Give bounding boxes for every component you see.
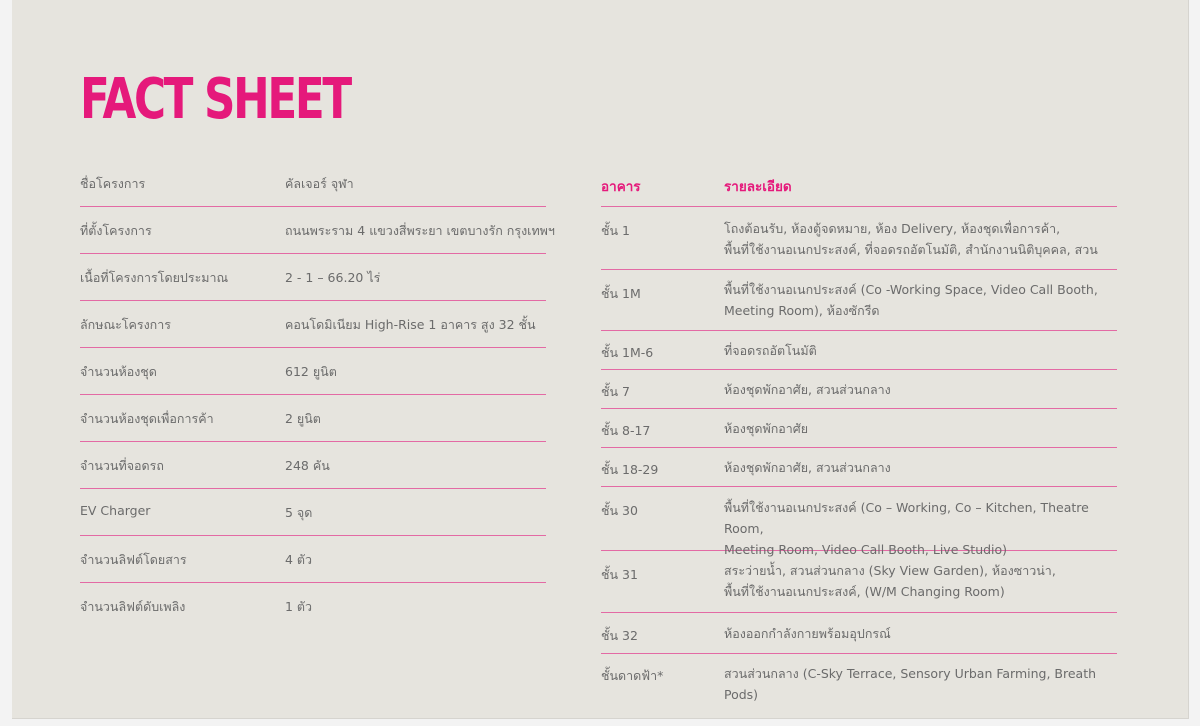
floor-detail-line: โถงต้อนรับ, ห้องตู้จดหมาย, ห้อง Delivery, ห้องชุดเพื่อการค้า, xyxy=(724,221,1061,236)
building-floors-table xyxy=(601,160,1117,702)
floor-detail-line: Meeting Room), ห้องซักรีด xyxy=(724,303,880,318)
floor-label: ชั้นดาดฟ้า* xyxy=(601,668,664,683)
floor-detail-line: พื้นที่ใช้งานอเนกประสงค์ (Co -Working Space, Video Call Booth, xyxy=(724,282,1098,297)
fact-value: 1 ตัว xyxy=(285,599,313,614)
floor-detail-line: ห้องชุดพักอาศัย, สวนส่วนกลาง xyxy=(724,382,891,397)
fact-value: คอนโดมิเนียม High-Rise 1 อาคาร สูง 32 ชั้น xyxy=(285,317,536,332)
floor-row xyxy=(601,654,1117,702)
fact-label: เนื้อที่โครงการโดยประมาณ xyxy=(80,270,229,285)
floor-detail-line: พื้นที่ใช้งานอเนกประสงค์, (W/M Changing Room) xyxy=(724,584,1005,599)
floor-detail xyxy=(724,560,1119,602)
floor-row xyxy=(601,370,1117,409)
fact-value: 2 - 1 – 66.20 ไร่ xyxy=(285,270,381,285)
fact-label: จำนวนห้องชุดเพื่อการค้า xyxy=(80,411,214,426)
floor-row xyxy=(601,551,1117,613)
floor-label: ชั้น 18-29 xyxy=(601,462,659,477)
project-facts-table xyxy=(80,160,555,629)
fact-label: EV Charger xyxy=(80,503,151,518)
fact-value: 612 ยูนิต xyxy=(285,364,337,379)
fact-row xyxy=(80,489,546,536)
page-title: FACT SHEET xyxy=(80,67,350,132)
header-detail: รายละเอียด xyxy=(724,179,792,195)
floor-detail-line: พื้นที่ใช้งานอเนกประสงค์ (Co – Working, Co – Kitchen, Theatre Room, xyxy=(724,500,1089,536)
floor-detail xyxy=(724,379,1119,400)
floor-detail xyxy=(724,663,1119,705)
floor-detail xyxy=(724,218,1119,260)
fact-label: จำนวนที่จอดรถ xyxy=(80,458,164,473)
floor-detail xyxy=(724,340,1119,361)
fact-row xyxy=(80,536,546,583)
fact-value: 2 ยูนิต xyxy=(285,411,321,426)
header-floor: อาคาร xyxy=(601,179,641,195)
fact-row xyxy=(80,254,546,301)
floor-label: ชั้น 1M-6 xyxy=(601,345,654,360)
fact-row xyxy=(80,207,555,254)
fact-label: ที่ตั้งโครงการ xyxy=(80,223,152,238)
floor-row xyxy=(601,331,1117,370)
floor-detail xyxy=(724,279,1119,321)
floor-detail-line: สระว่ายน้ำ, สวนส่วนกลาง (Sky View Garden), ห้องซาวน่า, xyxy=(724,563,1056,578)
fact-value: คัลเจอร์ จุฬา xyxy=(285,176,354,191)
fact-sheet-page xyxy=(12,0,1189,719)
floor-detail-line: สวนส่วนกลาง (C-Sky Terrace, Sensory Urban Farming, Breath Pods) xyxy=(724,666,1097,702)
fact-row xyxy=(80,395,546,442)
floor-label: ชั้น 8-17 xyxy=(601,423,651,438)
floor-detail xyxy=(724,418,1119,439)
fact-label: จำนวนลิฟต์ดับเพลิง xyxy=(80,599,186,614)
fact-row xyxy=(80,442,546,489)
floor-detail-line: พื้นที่ใช้งานอเนกประสงค์, ที่จอดรถอัตโนมัติ, สำนักงานนิติบุคคล, สวน xyxy=(724,242,1098,257)
fact-label: จำนวนห้องชุด xyxy=(80,364,157,379)
floor-label: ชั้น 7 xyxy=(601,384,630,399)
floor-row xyxy=(601,448,1117,487)
floor-detail-line: ที่จอดรถอัตโนมัติ xyxy=(724,343,817,358)
floor-row xyxy=(601,207,1117,270)
floor-row xyxy=(601,487,1117,557)
fact-label: จำนวนลิฟต์โดยสาร xyxy=(80,552,187,567)
fact-label: ชื่อโครงการ xyxy=(80,176,146,191)
floor-detail xyxy=(724,623,1119,644)
fact-value: 4 ตัว xyxy=(285,552,313,567)
fact-row xyxy=(80,583,546,629)
floor-detail-line: ห้องชุดพักอาศัย, สวนส่วนกลาง xyxy=(724,460,891,475)
fact-row xyxy=(80,160,546,207)
floor-row xyxy=(601,613,1117,654)
floor-label: ชั้น 31 xyxy=(601,567,638,582)
floor-row xyxy=(601,270,1117,331)
floor-detail-line: ห้องชุดพักอาศัย xyxy=(724,421,809,436)
floor-detail xyxy=(724,457,1119,478)
floor-row xyxy=(601,409,1117,448)
fact-value: 248 คัน xyxy=(285,458,330,473)
floor-label: ชั้น 32 xyxy=(601,628,638,643)
floor-label: ชั้น 30 xyxy=(601,503,638,518)
floor-label: ชั้น 1 xyxy=(601,223,630,238)
table-header xyxy=(601,160,1117,207)
floor-detail-line: Meeting Room, Video Call Booth, Live Studio) xyxy=(724,542,1008,557)
fact-value: 5 จุด xyxy=(285,505,313,520)
fact-value: ถนนพระราม 4 แขวงสี่พระยา เขตบางรัก กรุงเทพฯ xyxy=(285,223,555,238)
floor-label: ชั้น 1M xyxy=(601,286,641,301)
fact-label: ลักษณะโครงการ xyxy=(80,317,171,332)
fact-row xyxy=(80,301,546,348)
fact-row xyxy=(80,348,546,395)
floor-detail-line: ห้องออกกำลังกายพร้อมอุปกรณ์ xyxy=(724,626,891,641)
